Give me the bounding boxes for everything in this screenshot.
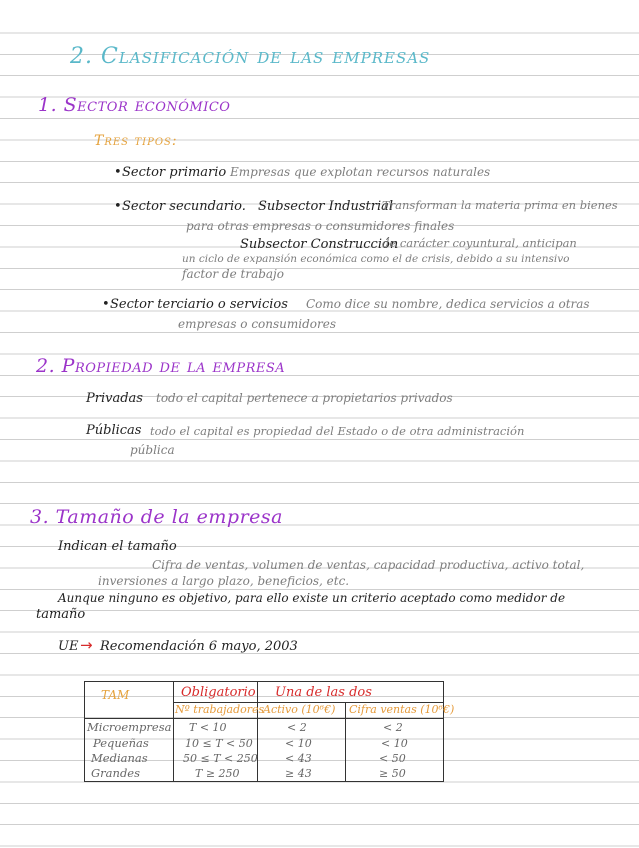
table-cell-trab: 50 ≤ T < 250	[183, 752, 258, 765]
table-header-activo: Activo (10⁶€)	[263, 703, 336, 716]
table-cell-trab: T < 10	[189, 721, 227, 734]
table-divider	[257, 682, 258, 781]
table-cell-trab: T ≥ 250	[195, 767, 240, 780]
publicas-desc: todo el capital es propiedad del Estado o de otra administración	[150, 424, 525, 438]
subsector-construccion-desc-2: un ciclo de expansión económica como el de crisis, debido a su intensivo	[182, 253, 570, 265]
table-header-tam: TAM	[101, 688, 130, 702]
table-divider	[173, 682, 174, 781]
aunque-text-2: tamaño	[36, 607, 86, 622]
table-cell-cifra: < 50	[379, 752, 406, 765]
publicas-desc-2: pública	[130, 443, 175, 457]
privadas-desc: todo el capital pertenece a propietarios privados	[156, 391, 453, 405]
publicas-label: Públicas	[86, 423, 142, 438]
bullet-dot: •	[114, 165, 122, 180]
table-cell-activo: ≥ 43	[285, 767, 312, 780]
table-cell-activo: < 2	[287, 721, 307, 734]
sector-primario-desc: Empresas que explotan recursos naturales	[230, 165, 491, 179]
table-cell-name: Pequeñas	[93, 736, 149, 750]
sector-primario-label: Sector primario	[122, 165, 227, 180]
table-cell-cifra: < 10	[381, 737, 408, 750]
arrow-right-icon: →	[80, 636, 93, 654]
bullet-dot: •	[102, 297, 110, 312]
section-2-heading: 2. Propiedad de la empresa	[36, 355, 286, 377]
subsector-industrial-desc-2: para otras empresas o consumidores finales	[186, 219, 455, 233]
subsector-industrial-label: Subsector Industrial	[258, 199, 394, 214]
table-divider	[85, 718, 443, 719]
table-header-obligatorio: Obligatorio	[181, 685, 256, 700]
sector-terciario-desc-2: empresas o consumidores	[178, 317, 337, 331]
sector-secundario-label: Sector secundario.	[122, 199, 246, 214]
table-cell-activo: < 43	[285, 752, 312, 765]
table-cell-activo: < 10	[285, 737, 312, 750]
subsector-construccion-label: Subsector Construcción	[240, 237, 399, 252]
table-cell-cifra: ≥ 50	[379, 767, 406, 780]
table-header-trabajadores: Nº trabajadores	[175, 703, 265, 716]
indican-label: Indican el tamaño	[58, 539, 177, 554]
privadas-label: Privadas	[86, 391, 143, 406]
sector-terciario-desc: Como dice su nombre, dedica servicios a otras	[306, 297, 590, 311]
section-3-heading: 3. Tamaño de la empresa	[30, 506, 283, 528]
table-cell-name: Microempresa	[87, 720, 172, 734]
section-1-heading: 1. Sector económico	[38, 94, 231, 116]
subsector-construccion-desc-3: factor de trabajo	[182, 267, 285, 281]
ue-label: UE	[58, 639, 79, 654]
table-cell-name: Medianas	[91, 751, 148, 765]
table-divider	[345, 702, 346, 781]
table-cell-trab: 10 ≤ T < 50	[185, 737, 253, 750]
bullet-dot: •	[114, 199, 122, 214]
table-header-cifra-ventas: Cifra ventas (10⁶€)	[349, 703, 455, 716]
sector-terciario-label: Sector terciario o servicios	[110, 297, 288, 312]
table-cell-cifra: < 2	[383, 721, 403, 734]
indicadores-list-2: inversiones a largo plazo, beneficios, etc.	[98, 574, 350, 588]
subsector-construccion-desc: de carácter coyuntural, anticipan	[382, 236, 577, 250]
subsector-industrial-desc: Transforman la materia prima en bienes	[382, 198, 618, 212]
recomendacion-text: Recomendación 6 mayo, 2003	[100, 639, 298, 654]
aunque-text: Aunque ninguno es objetivo, para ello existe un criterio aceptado como medidor de	[58, 591, 566, 605]
table-header-una-de-las-dos: Una de las dos	[275, 685, 372, 700]
page-title: 2. Clasificación de las empresas	[70, 44, 431, 69]
size-classification-table	[84, 681, 455, 782]
tres-tipos-label: Tres tipos:	[94, 133, 178, 149]
table-cell-name: Grandes	[91, 766, 141, 780]
indicadores-list: Cifra de ventas, volumen de ventas, capacidad productiva, activo total,	[152, 558, 585, 572]
